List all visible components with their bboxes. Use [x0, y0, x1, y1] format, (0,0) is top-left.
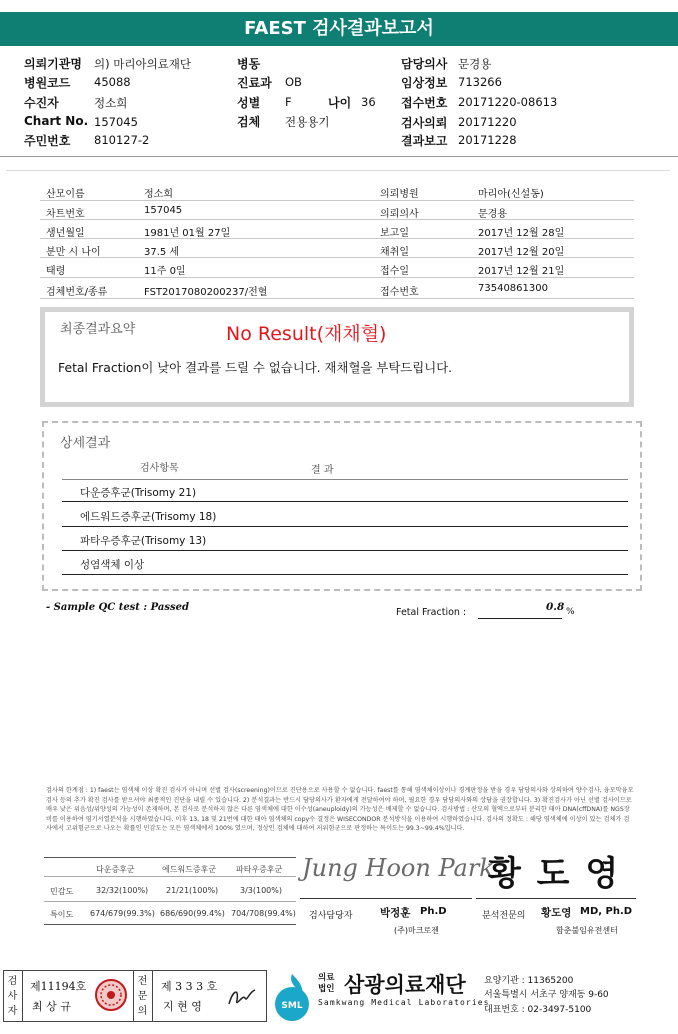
p-value: 정소희	[144, 189, 173, 200]
signer2-role: 분석전문의	[482, 911, 526, 921]
p-label: 차트번호	[46, 209, 85, 220]
p-label: 채취일	[380, 247, 409, 258]
row-rule	[40, 200, 634, 201]
ff-label: Fetal Fraction :	[396, 607, 467, 618]
value-dept: OB	[285, 75, 302, 89]
p-label: 의뢰의사	[380, 209, 419, 220]
org-address: 서울특별시 서초구 양재동 9-60	[484, 990, 609, 1000]
detail-row: 성염색체 이상	[80, 559, 145, 571]
value-clinical: 713266	[458, 75, 502, 89]
value-specimen: 전용용기	[285, 115, 330, 129]
value-patient: 정소희	[94, 96, 128, 110]
qc-status: - Sample QC test : Passed	[46, 602, 189, 613]
stats-col: 에드워드증후군	[162, 865, 217, 874]
row-rule	[40, 257, 634, 258]
handwritten-signature-icon	[225, 984, 261, 1012]
p-label: 생년월일	[46, 228, 85, 239]
label-chart: Chart No.	[24, 114, 89, 128]
sml-logo-icon	[272, 970, 314, 1024]
signer1-org: (주)마크로젠	[394, 926, 439, 935]
value-receipt: 20171220-08613	[458, 95, 558, 109]
p-value: 2017년 12월 28일	[478, 228, 565, 239]
footer-divider	[133, 970, 134, 1022]
value-report: 20171228	[458, 133, 517, 147]
p-value: 73540861300	[478, 283, 548, 294]
footer-role-2: 전문의	[137, 976, 148, 1017]
p-value: 1981년 01월 27일	[144, 228, 231, 239]
stats-col: 파타우증후군	[236, 865, 283, 874]
stats-cell: 3/3(100%)	[240, 886, 282, 895]
detail-row: 다운증후군(Trisomy 21)	[80, 487, 197, 499]
stats-cell: 21/21(100%)	[166, 886, 219, 895]
header-divider	[0, 156, 678, 157]
label-patient: 수진자	[24, 96, 59, 110]
section-top-border	[6, 170, 670, 171]
detail-rule	[62, 526, 628, 527]
stats-rule	[44, 876, 296, 877]
label-specimen: 검체	[237, 115, 261, 129]
p-value: 157045	[144, 205, 183, 216]
p-value: 11주 0일	[144, 266, 186, 277]
org-name: 삼광의료재단	[344, 973, 466, 997]
p-label: 접수번호	[380, 287, 419, 298]
label-age: 나이	[328, 96, 352, 110]
label-hospital-code: 병원코드	[24, 76, 71, 90]
value-chart: 157045	[94, 115, 138, 129]
p-label: 산모이름	[46, 189, 85, 200]
p-value: 문경용	[478, 209, 507, 220]
value-sex: F	[285, 95, 292, 109]
value-age: 36	[361, 95, 376, 109]
label-clinical: 임상정보	[401, 76, 448, 90]
p-value: 37.5 세	[144, 247, 180, 258]
p-value: 2017년 12월 21일	[478, 266, 565, 277]
label-report: 결과보고	[401, 134, 448, 148]
footer-license-2: 제 3 3 3 호	[161, 980, 218, 993]
org-phone: 대표번호 : 02-3497-5100	[484, 1005, 592, 1015]
detail-rule	[62, 574, 628, 575]
signer2-degree: MD, Ph.D	[580, 906, 633, 917]
footer-role-1: 검사자	[7, 976, 18, 1017]
ff-unit: %	[566, 607, 575, 617]
sig-line-2	[476, 898, 636, 899]
label-sex: 성별	[237, 96, 261, 110]
signer2-name: 황도영	[541, 907, 572, 919]
detail-rule	[62, 550, 628, 551]
stats-bottom-rule	[44, 924, 296, 925]
footer-name-1: 최 상 규	[32, 1000, 71, 1013]
signer1-name: 박정훈	[380, 907, 411, 919]
value-hospital-code: 45088	[94, 75, 131, 89]
p-label: 접수일	[380, 266, 409, 277]
p-label: 태령	[46, 266, 66, 277]
value-hospital: 의) 마리아의료재단	[94, 57, 192, 71]
footer-divider	[22, 970, 23, 1022]
signer2-org: 함춘불임유전센터	[556, 926, 618, 935]
report-title: FAEST 검사결과보고서	[0, 12, 678, 46]
signature-hwang: 황 도 영	[488, 854, 621, 894]
value-doctor: 문경용	[458, 57, 492, 71]
summary-title: 최종결과요약	[60, 322, 136, 337]
label-dept: 진료과	[237, 76, 272, 90]
detail-row: 파타우증후군(Trisomy 13)	[80, 535, 207, 547]
label-hospital: 의뢰기관명	[24, 57, 82, 71]
summary-result: No Result(재채혈)	[226, 323, 387, 345]
value-ssn: 810127-2	[94, 133, 150, 147]
col-item-header: 검사항목	[140, 463, 179, 474]
value-request: 20171220	[458, 115, 517, 129]
row-rule	[40, 298, 634, 299]
footer-name-2: 지 현 영	[163, 1000, 202, 1013]
detail-row: 에드워드증후군(Trisomy 18)	[80, 511, 217, 523]
p-label: 보고일	[380, 228, 409, 239]
official-seal-icon	[94, 978, 128, 1012]
label-receipt: 접수번호	[401, 96, 448, 110]
ff-value: 0.8	[546, 601, 565, 613]
stats-cell: 674/679(99.3%)	[90, 909, 155, 918]
p-label: 의뢰병원	[380, 189, 419, 200]
legal-entity-label: 의료법인	[318, 973, 335, 994]
org-name-en: Samkwang Medical Laboratories	[318, 998, 490, 1007]
p-value: 마리아(신설동)	[478, 189, 544, 200]
footer-divider	[152, 970, 153, 1022]
label-ward: 병동	[237, 57, 261, 71]
row-rule	[40, 219, 634, 220]
fine-print: 검사의 한계점 : 1) faest는 염색체 이상 확진 검사가 아니며 선별 검사(screening)이므로 진단용으로 사용할 수 없습니다. faest를 통해 염색체이상이나 경계판정을 받을 경우 담당의사와 상의하여 양수검사, 융모막융모 검사 등의 추가 확진 검사를 받으셔야 최종적인 진단을 내릴 수 있습니다. 2) 분석결과는 반드시 담당의사가 환자에게 전달하여야 하며, 필요한 경우 담당의사와의 상담을 권장합니다. 3) 확진검사가 아닌 선별 검사이므로 매우 낮은 위음성/위양성의 가능성이 존재하며, 본 검사로 분석하지 않은 다른 염색체에 대한 이수성(aneuploidy)의 가능성은 배제할 수 없습니다. 검사방법 : 산모의 혈액으로부터 분리한 태아 DNA(cffDNA)를 NGS장비를 이용하여 염기서열분석을 시행하였습니다. 이후 13, 18 및 21번에 대한 태아 염색체의 copy수 결정은 WISECONDOR 분석방식을 이용하여 시행하였습니다. 검사의 정확도 : 해당 염색체에 이상이 있는 검체가 검사에서 고위험군으로 나오는 확률인 민감도는 모든 염색체에서 100% 였으며, 정상인 검체에 대하여 저위험군으로 판정하는 특이도는 99.3~99.4%입니다.	[46, 787, 634, 832]
detail-title: 상세결과	[60, 436, 111, 451]
stats-cell: 704/708(99.4%)	[231, 909, 296, 918]
row-rule	[40, 277, 634, 278]
footer-license-1: 제11194호	[30, 980, 87, 993]
row-rule	[40, 238, 634, 239]
sig-line-1	[300, 898, 472, 899]
signature-park: Jung Hoon Park	[302, 854, 494, 882]
ff-underline	[478, 618, 562, 619]
p-label: 분만 시 나이	[46, 247, 101, 258]
signer1-role: 검사담당자	[309, 911, 353, 921]
label-ssn: 주민번호	[24, 134, 71, 148]
summary-message: Fetal Fraction이 낮아 결과를 드릴 수 없습니다. 재채혈을 부탁드립니다.	[58, 360, 453, 375]
col-result-header: 결 과	[311, 465, 334, 476]
sml-logo-text: SML	[281, 1001, 303, 1011]
stats-cell: 686/690(99.4%)	[160, 909, 225, 918]
label-doctor: 담당의사	[401, 57, 448, 71]
stats-top-rule	[44, 857, 296, 858]
p-label: 검체번호/종류	[46, 287, 108, 298]
stats-col: 다운증후군	[96, 865, 135, 874]
stats-row-label: 특이도	[50, 910, 74, 919]
detail-header-rule	[62, 479, 628, 480]
stats-cell: 32/32(100%)	[96, 886, 149, 895]
p-value: 2017년 12월 20일	[478, 247, 565, 258]
signer1-degree: Ph.D	[420, 906, 447, 917]
stats-rule	[44, 901, 296, 902]
stats-row-label: 민감도	[50, 887, 74, 896]
label-request: 검사의뢰	[401, 116, 448, 130]
detail-rule	[62, 501, 628, 502]
p-value: FST2017080200237/전혈	[144, 287, 268, 298]
org-code: 요양기관 : 11365200	[484, 976, 574, 986]
